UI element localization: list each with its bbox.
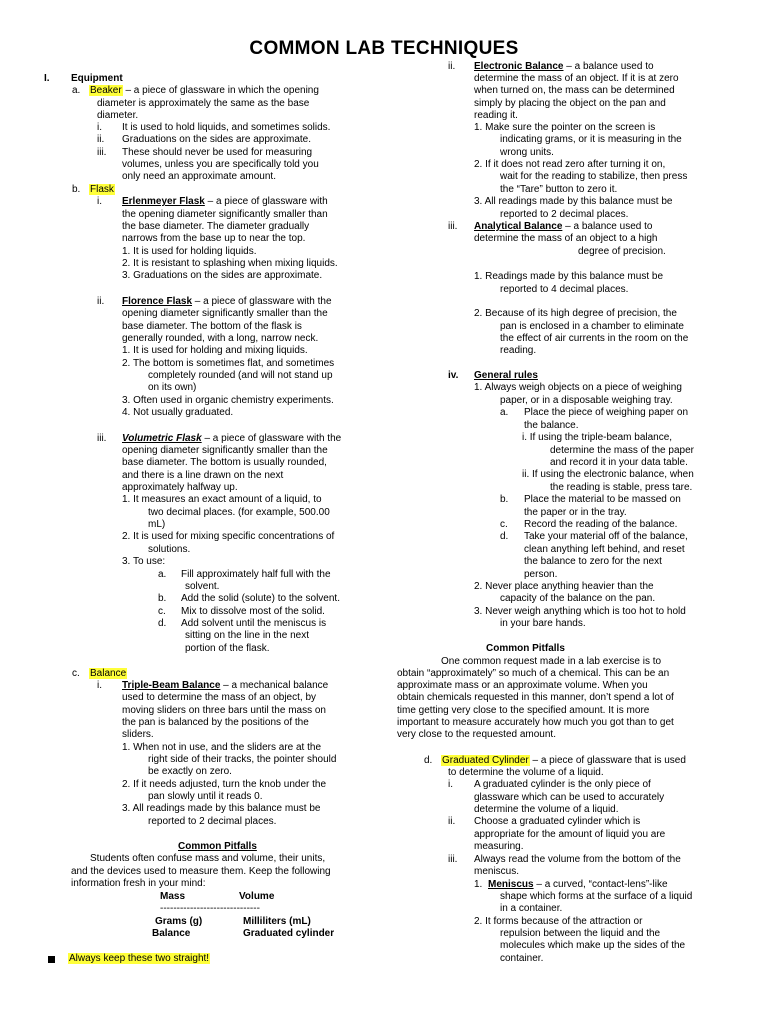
text-line: obtain chemicals requested in this manner, don’t spend a lot of (397, 692, 674, 703)
list-item: 1. Make sure the pointer on the screen is (474, 122, 656, 133)
text-line: important to measure accurately how much you got than to get (397, 717, 674, 728)
item-marker: b. (158, 593, 167, 604)
electronic-entry (474, 61, 654, 73)
text-line: diameter is approximately the same as the base (97, 98, 310, 109)
text-line: determine the mass of an object to a high (474, 233, 658, 244)
list-item: 3. All readings made by this balance must be (122, 803, 321, 814)
text-line: the pan is balanced by the positions of the (122, 717, 309, 728)
analytical-def: – a balance used to (562, 221, 653, 232)
text-line: base diameter. The bottom of the flask is (122, 321, 302, 332)
table-cell: Balance (152, 928, 191, 939)
balance-term: Balance (90, 668, 127, 679)
list-item: 1. Readings made by this balance must be (474, 271, 663, 282)
item-marker: a. (158, 569, 167, 580)
item-marker: i. (448, 779, 453, 790)
item-marker: b. (500, 494, 509, 505)
table-cell: Graduated cylinder (243, 928, 335, 939)
list-item: 3. Graduations on the sides are approximate. (122, 270, 323, 281)
text-line: Place the material to be massed on (524, 494, 681, 505)
table-cell: Milliliters (mL) (243, 916, 311, 927)
text-line: indicating grams, or it is measuring in the (500, 134, 682, 145)
text-line: the “Tare” button to zero it. (500, 184, 618, 195)
text-line: on its own) (148, 382, 197, 393)
graduated-cylinder-term: Graduated Cylinder (442, 755, 529, 766)
list-item: 3. All readings made by this balance must be (474, 196, 673, 207)
text-line: Add solvent until the meniscus is (181, 618, 327, 629)
triple-beam-entry (122, 680, 328, 692)
text-line: Students often confuse mass and volume, their units, (90, 853, 326, 864)
graduated-cylinder-entry (441, 755, 686, 767)
text-line: diameter. (97, 110, 139, 121)
beaker-def: – a piece of glassware in which the opening (122, 85, 319, 96)
item-marker: iii. (97, 147, 107, 158)
list-item: 2. Never place anything heavier than the (474, 581, 654, 592)
text-line: used to determine the mass of an object, by (122, 692, 316, 703)
text-line: when turned on, the mass can be determined (474, 85, 675, 96)
florence-entry (122, 296, 332, 308)
text-line: and there is a line drawn on the next (122, 470, 284, 481)
pitfalls-heading: Common Pitfalls (486, 643, 565, 654)
text-line: and record it in your data table. (550, 457, 688, 468)
item-marker: d. (500, 531, 509, 542)
text-line: Fill approximately half full with the (181, 569, 331, 580)
text-line: time getting very close to the specified amount. It is more (397, 705, 650, 716)
page-title: COMMON LAB TECHNIQUES (249, 38, 519, 59)
item-marker: c. (500, 519, 508, 530)
pitfalls-heading: Common Pitfalls (178, 841, 257, 852)
text-line: Always read the volume from the bottom of the (474, 854, 681, 865)
text-line: reading it. (474, 110, 518, 121)
text-line: solutions. (148, 544, 191, 555)
item-marker: iii. (448, 221, 458, 232)
text-line: the opening diameter significantly smaller than (122, 209, 328, 220)
item-marker: 1. (474, 879, 483, 890)
text-line: sliders. (122, 729, 154, 740)
item-marker: i. (97, 196, 102, 207)
text-line: the base diameter. The diameter gradually (122, 221, 310, 232)
text-line: shape which forms at the surface of a liquid (500, 891, 693, 902)
text-line: opening diameter significantly smaller than the (122, 445, 328, 456)
text-line: two decimal places. (for example, 500.00 (148, 507, 330, 518)
text-line: opening diameter significantly smaller than the (122, 308, 328, 319)
list-item: 2. It is used for mixing specific concentrations of (122, 531, 335, 542)
text-line: completely rounded (and will not stand up (148, 370, 333, 381)
list-item: 3. To use: (122, 556, 166, 567)
text-line: information fresh in your mind: (71, 878, 206, 889)
text-line: determine the mass of an object. If it is at zero (474, 73, 679, 84)
text-line: reported to 2 decimal places. (148, 816, 277, 827)
text-line: only need an approximate amount. (122, 171, 276, 182)
text-line: A graduated cylinder is the only piece of (474, 779, 651, 790)
erlenmeyer-term: Erlenmeyer Flask (122, 196, 205, 207)
item-marker: i. (97, 122, 102, 133)
list-item: 2. Because of its high degree of precision, the (474, 308, 677, 319)
item-marker: iii. (97, 433, 107, 444)
text-line: the reading is stable, press tare. (550, 482, 693, 493)
list-item: 2. It is resistant to splashing when mixing liquids. (122, 258, 338, 269)
item-marker: c. (72, 668, 80, 679)
triple-beam-def: – a mechanical balance (220, 680, 329, 691)
text-line: glassware which can be used to accurately (474, 792, 665, 803)
flask-term: Flask (90, 184, 114, 195)
section-title: Equipment (71, 73, 123, 84)
florence-term: Florence Flask (122, 296, 193, 307)
text-line: in your bare hands. (500, 618, 586, 629)
text-line: These should never be used for measuring (122, 147, 313, 158)
always-note (68, 953, 210, 965)
text-line: Take your material off of the balance, (524, 531, 688, 542)
meniscus-def: – a curved, “contact-lens”-like (533, 879, 668, 890)
text-line: meniscus. (474, 866, 520, 877)
text-line: the effect of air currents in the room on the (500, 333, 689, 344)
text-line: moving sliders on three bars until the mass on (122, 705, 326, 716)
item-marker: d. (424, 755, 433, 766)
list-item: 1. It is used for holding and mixing liquids. (122, 345, 308, 356)
text-line: be exactly on zero. (148, 766, 232, 777)
triple-beam-term: Triple-Beam Balance (122, 680, 221, 691)
graduated-cylinder-def: – a piece of glassware that is used (529, 755, 686, 766)
text-line: wait for the reading to stabilize, then press (500, 171, 688, 182)
table-rule: ------------------------------ (160, 903, 260, 914)
text-line: paper, or in a disposable weighing tray. (500, 395, 673, 406)
text-line: mL) (148, 519, 166, 530)
list-item: 3. Never weigh anything which is too hot to hold (474, 606, 686, 617)
electronic-term: Electronic Balance (474, 61, 564, 72)
list-item: 4. Not usually graduated. (122, 407, 234, 418)
text-line: right side of their tracks, the pointer should (148, 754, 337, 765)
text-line: Place the piece of weighing paper on (524, 407, 689, 418)
analytical-entry (474, 221, 652, 233)
text-line: determine the mass of the paper (550, 445, 694, 456)
text-line: generally rounded, with a long, narrow neck. (122, 333, 319, 344)
bullet-square-icon (48, 955, 55, 967)
text-line: repulsion between the liquid and the (500, 928, 661, 939)
text-line: the paper or in the tray. (524, 507, 627, 518)
list-item: 2. If it does not read zero after turning it on, (474, 159, 666, 170)
erlenmeyer-def: – a piece of glassware with (204, 196, 328, 207)
meniscus-entry (488, 879, 668, 891)
balance-entry (89, 668, 127, 680)
list-item: 1. Always weigh objects on a piece of weighing (474, 382, 682, 393)
list-item: 1. It measures an exact amount of a liquid, to (122, 494, 322, 505)
text-line: in a container. (500, 903, 563, 914)
volumetric-def: – a piece of glassware with the (201, 433, 342, 444)
text-line: reported to 2 decimal places. (500, 209, 629, 220)
text-line: wrong units. (500, 147, 554, 158)
item-marker: b. (72, 184, 81, 195)
item-marker: ii. (97, 296, 105, 307)
text-line: pan slowly until it reads 0. (148, 791, 263, 802)
section-number: I. (44, 73, 50, 84)
electronic-def: – a balance used to (563, 61, 654, 72)
text-line: clean anything left behind, and reset (524, 544, 685, 555)
text-line: pan is enclosed in a chamber to eliminate (500, 321, 684, 332)
general-rules-heading: General rules (474, 370, 538, 381)
text-line: reported to 4 decimal places. (500, 284, 629, 295)
text-line: Add the solid (solute) to the solvent. (181, 593, 340, 604)
item-marker: i. (97, 680, 102, 691)
text-line: portion of the flask. (185, 643, 270, 654)
item-marker: d. (158, 618, 167, 629)
text-line: degree of precision. (578, 246, 666, 257)
volumetric-term: Volumetric Flask (122, 433, 202, 444)
text-line: person. (524, 569, 558, 580)
erlenmeyer-entry (122, 196, 328, 208)
meniscus-term: Meniscus (488, 879, 534, 890)
item-marker: c. (158, 606, 166, 617)
list-item: ii. If using the electronic balance, when (522, 469, 694, 480)
item-marker: a. (72, 85, 81, 96)
item-marker: a. (500, 407, 509, 418)
text-line: Choose a graduated cylinder which is (474, 816, 641, 827)
text-line: capacity of the balance on the pan. (500, 593, 656, 604)
text-line: sitting on the line in the next (185, 630, 309, 641)
text-line: determine the volume of a liquid. (474, 804, 619, 815)
beaker-term: Beaker (90, 85, 122, 96)
text-line: It is used to hold liquids, and sometimes solids. (122, 122, 331, 133)
always-note-text: Always keep these two straight! (69, 953, 210, 964)
text-line: obtain “approximately” so much of a chemical. This can be an (397, 668, 670, 679)
text-line: Mix to dissolve most of the solid. (181, 606, 325, 617)
text-line: simply by placing the object on the pan and (474, 98, 666, 109)
text-line: One common request made in a lab exercise is to (441, 656, 662, 667)
text-line: to determine the volume of a liquid. (448, 767, 604, 778)
list-item: 2. The bottom is sometimes flat, and sometimes (122, 358, 335, 369)
item-marker: iii. (448, 854, 458, 865)
text-line: Graduations on the sides are approximate. (122, 134, 311, 145)
text-line: the balance. (524, 420, 579, 431)
text-line: measuring. (474, 841, 524, 852)
item-marker: ii. (448, 816, 456, 827)
table-header-volume: Volume (239, 891, 275, 902)
text-line: solvent. (185, 581, 220, 592)
text-line: approximately halfway up. (122, 482, 238, 493)
text-line: Record the reading of the balance. (524, 519, 678, 530)
list-item: 3. Often used in organic chemistry experiments. (122, 395, 334, 406)
item-marker: iv. (448, 370, 459, 381)
text-line: container. (500, 953, 544, 964)
text-line: and the devices used to measure them. Keep the following (71, 866, 331, 877)
list-item: 2. It forms because of the attraction or (474, 916, 643, 927)
item-marker: ii. (448, 61, 456, 72)
analytical-term: Analytical Balance (474, 221, 563, 232)
text-line: very close to the requested amount. (397, 729, 556, 740)
table-cell: Grams (g) (155, 916, 203, 927)
list-item: 1. It is used for holding liquids. (122, 246, 257, 257)
list-item: 2. If it needs adjusted, turn the knob under the (122, 779, 327, 790)
text-line: volumes, unless you are specifically told you (122, 159, 319, 170)
list-item: 1. When not in use, and the sliders are at the (122, 742, 322, 753)
text-line: narrows from the base up to near the top. (122, 233, 306, 244)
beaker-entry (89, 85, 319, 97)
volumetric-entry (122, 433, 341, 445)
table-header-mass: Mass (160, 891, 186, 902)
text-line: the balance to zero for the next (524, 556, 662, 567)
text-line: approximate mass or an approximate volume. When you (397, 680, 648, 691)
florence-def: – a piece of glassware with the (192, 296, 332, 307)
text-line: molecules which make up the sides of the (500, 940, 686, 951)
item-marker: ii. (97, 134, 105, 145)
list-item: i. If using the triple-beam balance, (522, 432, 673, 443)
flask-entry (89, 184, 115, 196)
text-line: appropriate for the amount of liquid you are (474, 829, 666, 840)
text-line: base diameter. The bottom is usually rounded, (122, 457, 327, 468)
text-line: reading. (500, 345, 537, 356)
